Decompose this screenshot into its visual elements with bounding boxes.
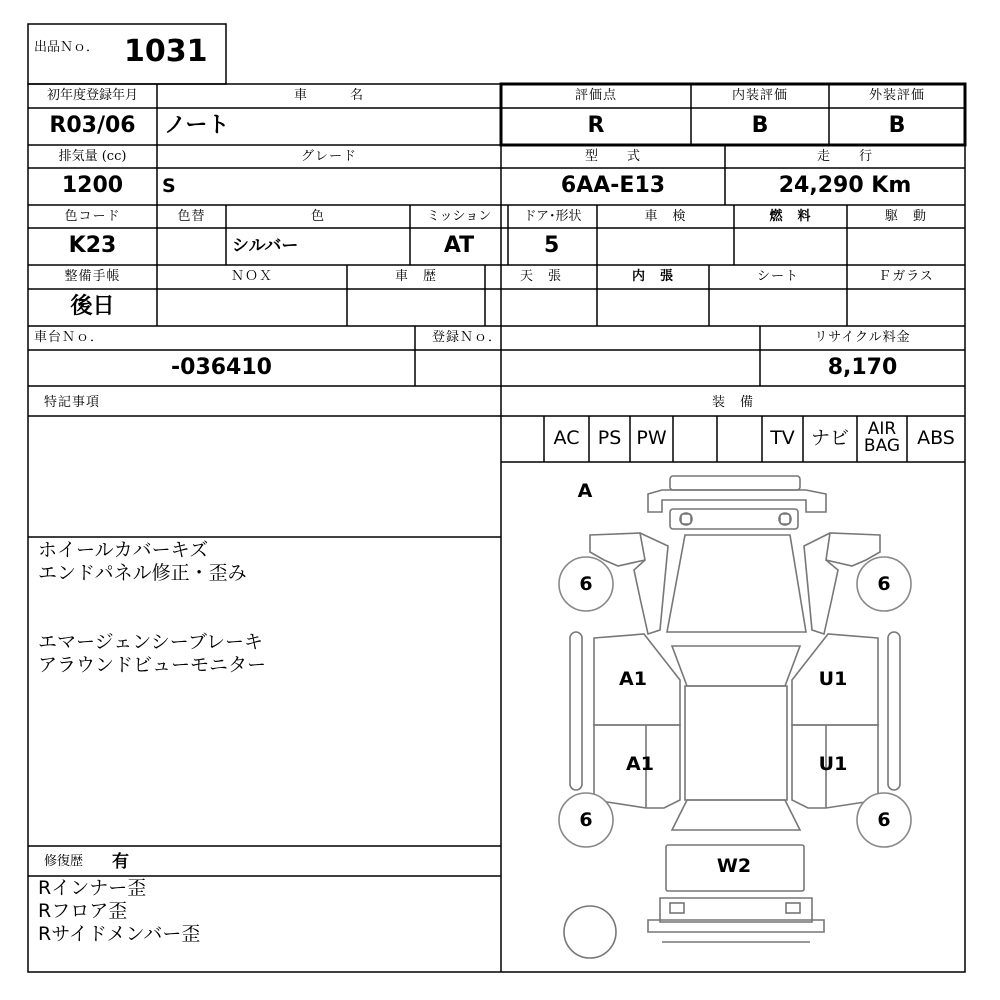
service-record-value: 後日: [70, 294, 115, 319]
doors-value: 5: [544, 233, 560, 258]
repair-history-value: 有: [112, 852, 129, 872]
mark-front-right-tire: 6: [877, 573, 891, 595]
first-registration-label: 初年度登録年月: [46, 88, 138, 103]
mark-left-rear-door: A1: [626, 753, 654, 775]
chassis-number-label: 車台Ｎｏ．: [34, 330, 105, 345]
recycle-fee-value: 8,170: [827, 355, 898, 380]
interior-score-value: B: [751, 113, 769, 138]
mark-left-front-door: A1: [619, 668, 647, 690]
mark-front-left-tire: 6: [579, 573, 593, 595]
displacement-value: 1200: [61, 173, 124, 198]
mark-rear-left-tire: 6: [579, 809, 593, 831]
lot-number-label: 出品Ｎｏ．: [34, 40, 100, 55]
lot-number: 1031: [124, 34, 208, 69]
fuel-label: 燃 料: [769, 209, 812, 224]
color-code-value: K23: [68, 233, 117, 258]
equipment-abs: ABS: [917, 427, 955, 449]
service-record-label: 整備手帳: [64, 269, 121, 284]
repaint-label: 色替: [177, 209, 206, 224]
vehicle-history-label: 車 歴: [394, 269, 437, 284]
chassis-number-value: -036410: [171, 355, 272, 380]
mileage-value: 24,290 Km: [778, 173, 912, 198]
recycle-fee-label: リサイクル料金: [814, 330, 911, 345]
mark-rear-hatch: W2: [716, 855, 752, 877]
repair-history-details: Rインナー歪 Rフロア歪 Rサイドメンバー歪: [38, 877, 201, 945]
equipment-blank-2: [673, 416, 717, 462]
equipment-blank-3: [717, 416, 762, 462]
mark-rear-right-tire: 6: [877, 809, 891, 831]
repair-history-label: 修復歴: [44, 854, 84, 869]
grade-value: S: [162, 175, 176, 197]
grade-label: グレード: [300, 149, 357, 164]
equipment-airbag: AIR BAG: [863, 419, 901, 456]
car-name-label: 車 名: [293, 88, 364, 103]
interior-score-label: 内装評価: [731, 88, 788, 103]
car-name-value: ノート: [164, 113, 230, 138]
displacement-label: 排気量 (cc): [58, 149, 127, 164]
equipment-blank-1: [501, 416, 544, 462]
mark-right-front-door: U1: [818, 668, 848, 690]
equipment-tv: TV: [770, 427, 795, 449]
exterior-score-label: 外装評価: [868, 88, 925, 103]
ceiling-label: 天 張: [519, 269, 562, 284]
exterior-score-value: B: [888, 113, 906, 138]
remarks-text-b: エマージェンシーブレーキ アラウンドビューモニター: [38, 631, 267, 676]
nox-label: ＮＯＸ: [230, 269, 273, 284]
mark-front-bumper: A: [577, 480, 593, 502]
drive-label: 駆 動: [884, 209, 927, 224]
model-label: 型 式: [584, 149, 641, 164]
inspection-label: 車 検: [644, 209, 687, 224]
equipment-label: 装 備: [711, 395, 754, 410]
transmission-value: AT: [443, 233, 475, 258]
mark-right-rear-door: U1: [818, 753, 848, 775]
front-glass-label: Ｆガラス: [878, 269, 934, 284]
registration-number-label: 登録Ｎｏ．: [432, 330, 503, 345]
color-value: シルバー: [232, 236, 299, 256]
equipment-pw: PW: [636, 427, 667, 449]
color-code-label: 色コード: [64, 209, 121, 224]
first-registration-value: R03/06: [49, 113, 136, 138]
mileage-label: 走 行: [816, 149, 873, 164]
transmission-label: ミッション: [426, 209, 492, 224]
equipment-navi: ナビ: [810, 427, 849, 449]
remarks-label: 特記事項: [44, 395, 101, 410]
remarks-text-a: ホイールカバーキズ エンドパネル修正・歪み: [38, 539, 247, 584]
equipment-ps: PS: [597, 427, 622, 449]
model-value: 6AA-E13: [560, 173, 666, 198]
color-label: 色: [310, 209, 325, 224]
seat-label: シート: [756, 269, 799, 284]
doors-label: ドア･形状: [523, 209, 582, 224]
score-label: 評価点: [574, 88, 617, 103]
equipment-ac: AC: [553, 427, 580, 449]
score-value: R: [587, 113, 605, 138]
interior-trim-label: 内 張: [631, 269, 674, 284]
